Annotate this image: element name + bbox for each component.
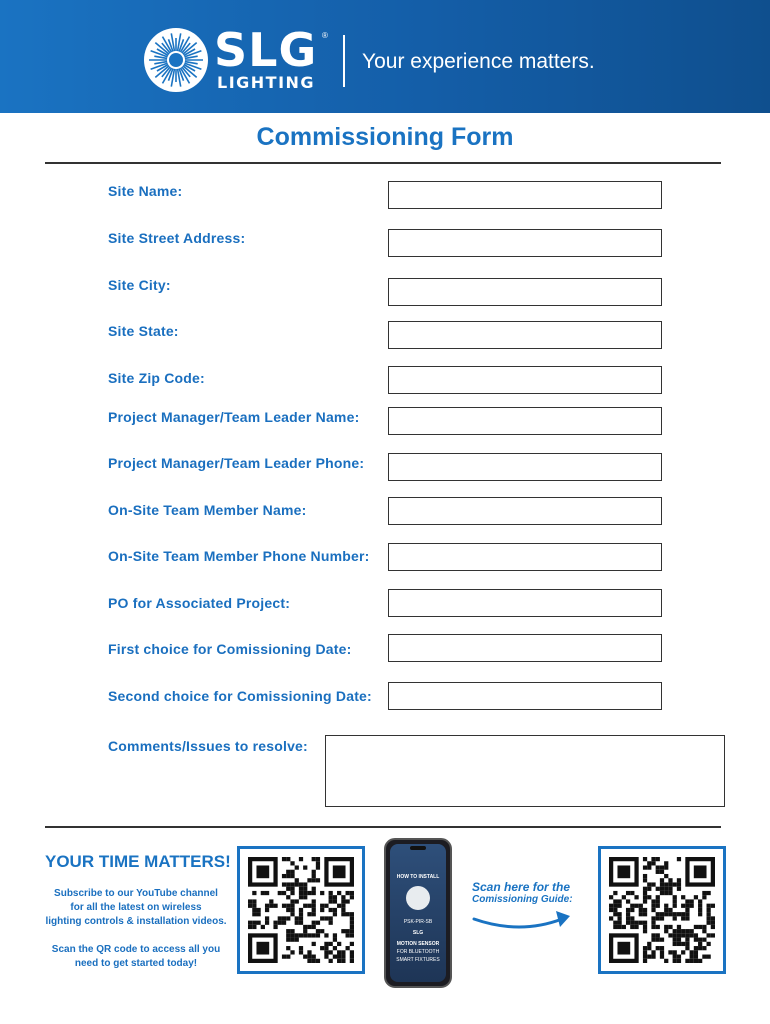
second-choice-date-field[interactable] (388, 682, 662, 710)
phone-line3: SMART FIXTURES (396, 957, 440, 963)
phone-line1: MOTION SENSOR (396, 941, 440, 947)
phone-screen (390, 844, 446, 982)
label-site-state: Site State: (108, 323, 179, 339)
phone-model: PSK-PIR-SB (403, 919, 433, 925)
label-pm-phone: Project Manager/Team Leader Phone: (108, 455, 365, 471)
footer-divider (45, 826, 721, 828)
phone-mockup-image (384, 838, 452, 988)
subscribe-line: Subscribe to our YouTube channel (54, 888, 218, 899)
site-zip-code-field[interactable] (388, 366, 662, 394)
registered-mark: ® (322, 31, 328, 40)
po-number-field[interactable] (388, 589, 662, 617)
guide-qr-code[interactable] (598, 846, 726, 974)
header-divider (343, 35, 345, 87)
pm-name-field[interactable] (388, 407, 662, 435)
label-onsite-member-phone: On-Site Team Member Phone Number: (108, 548, 370, 564)
label-site-name: Site Name: (108, 183, 183, 199)
phone-heading: HOW TO INSTALL (396, 874, 440, 880)
sunburst-logo-icon (143, 27, 209, 93)
label-po-number: PO for Associated Project: (108, 595, 291, 611)
onsite-member-name-field[interactable] (388, 497, 662, 525)
label-second-choice-date: Second choice for Comissioning Date: (108, 688, 372, 704)
pm-phone-field[interactable] (388, 453, 662, 481)
subscribe-line: lighting controls & installation videos. (45, 916, 227, 927)
qr-code-icon (609, 857, 715, 963)
time-matters-heading: YOUR TIME MATTERS! (45, 852, 231, 871)
label-site-city: Site City: (108, 277, 171, 293)
site-name-field[interactable] (388, 181, 662, 209)
motion-sensor-icon (406, 886, 430, 910)
phone-brand: SLG (412, 930, 424, 936)
site-street-address-field[interactable] (388, 229, 662, 257)
label-pm-name: Project Manager/Team Leader Name: (108, 409, 360, 425)
onsite-member-phone-field[interactable] (388, 543, 662, 571)
logo-wordmark: SLG (214, 23, 318, 77)
title-divider (45, 162, 721, 164)
guide-subheading: Comissioning Guide: (472, 894, 573, 905)
header-tagline: Your experience matters. (362, 50, 595, 73)
scan-line: need to get started today! (74, 958, 198, 969)
scan-instructions-text (40, 943, 232, 971)
label-comments: Comments/Issues to resolve: (108, 738, 308, 754)
guide-heading: Scan here for the (472, 880, 571, 894)
page-title: Commissioning Form (256, 123, 514, 151)
header-banner (0, 0, 770, 113)
scan-line: Scan the QR code to access all you (51, 944, 221, 955)
qr-code-icon (248, 857, 354, 963)
phone-notch (410, 846, 426, 850)
label-site-street-address: Site Street Address: (108, 230, 246, 246)
youtube-qr-code[interactable] (237, 846, 365, 974)
curved-arrow-icon (470, 905, 576, 935)
label-onsite-member-name: On-Site Team Member Name: (108, 502, 307, 518)
first-choice-date-field[interactable] (388, 634, 662, 662)
label-first-choice-date: First choice for Comissioning Date: (108, 641, 352, 657)
label-site-zip-code: Site Zip Code: (108, 370, 205, 386)
site-city-field[interactable] (388, 278, 662, 306)
phone-line2: FOR BLUETOOTH (396, 949, 440, 955)
subscribe-line: for all the latest on wireless (70, 902, 202, 913)
logo-subtitle: LIGHTING (217, 73, 316, 92)
subscribe-text (40, 887, 232, 929)
comments-textarea[interactable] (325, 735, 725, 807)
site-state-field[interactable] (388, 321, 662, 349)
